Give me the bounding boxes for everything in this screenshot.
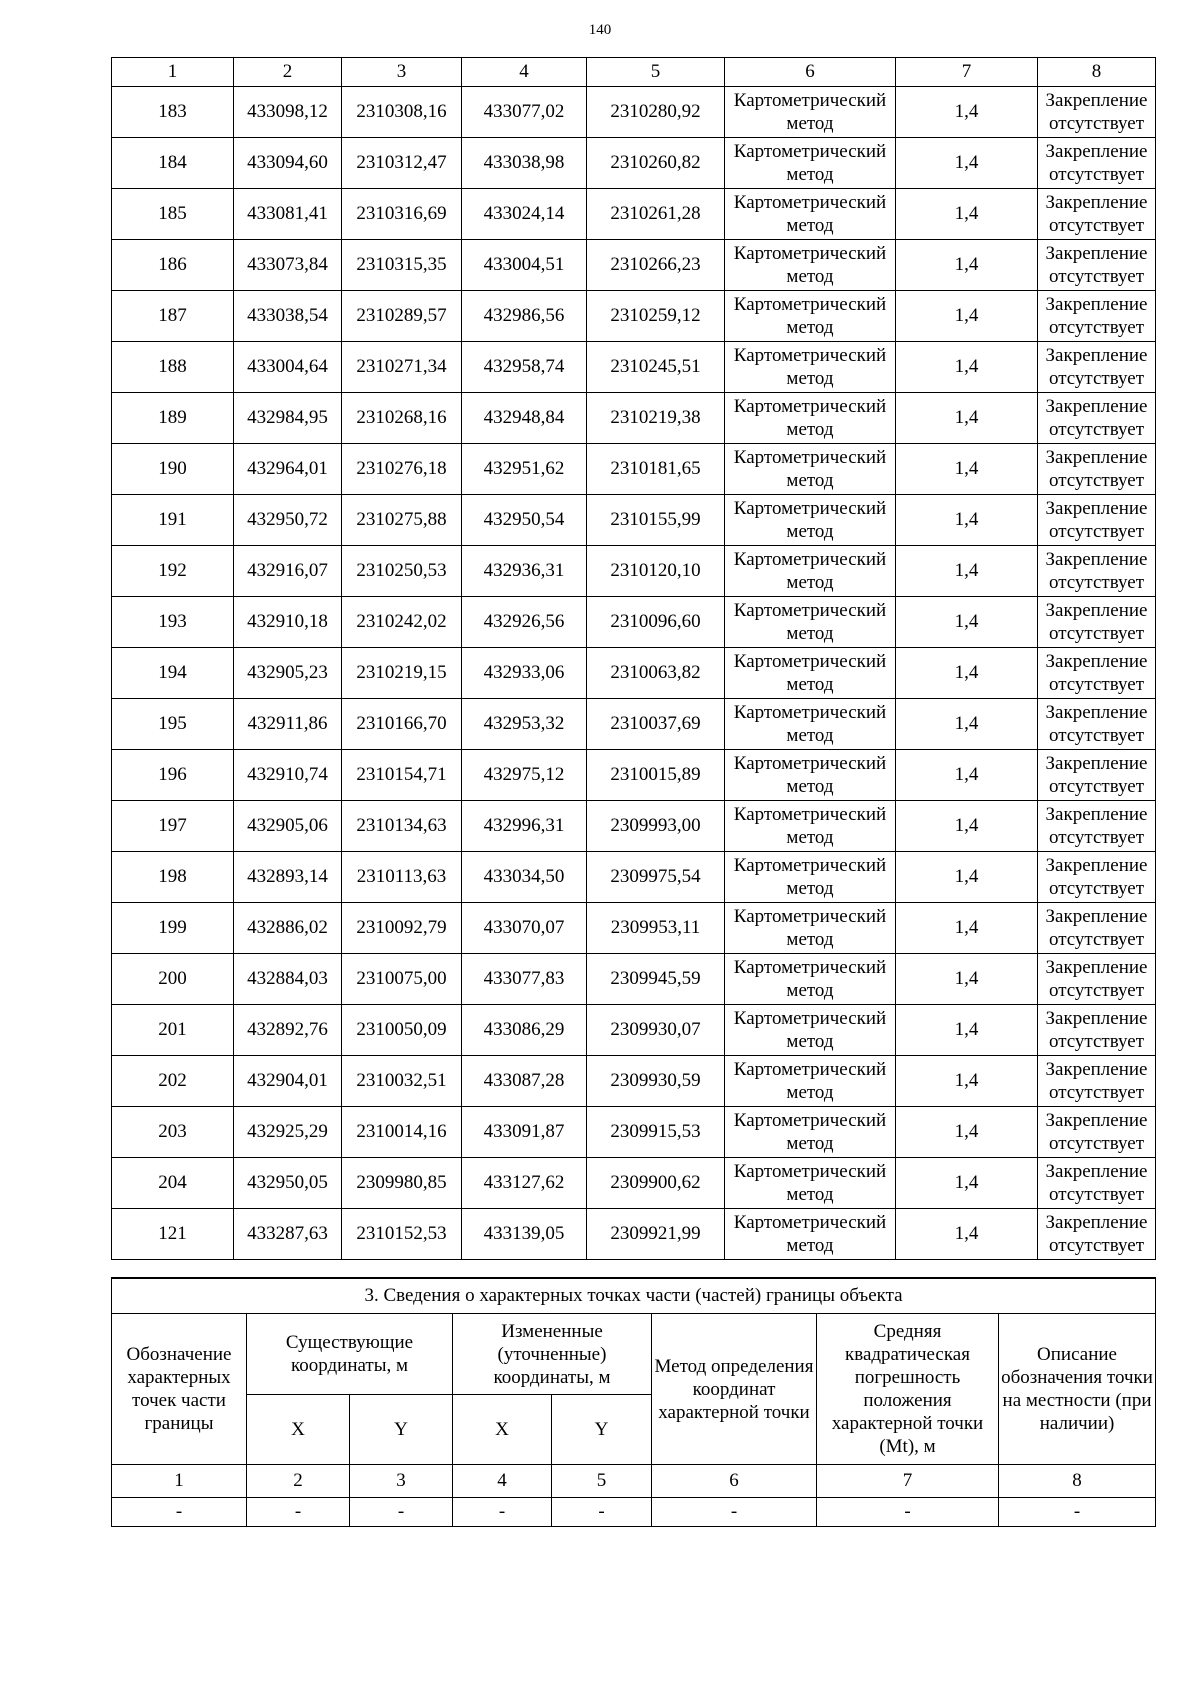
x-changed-cell: 432936,31 bbox=[462, 546, 587, 597]
page-number: 140 bbox=[588, 22, 612, 38]
y-changed-cell: 2310120,10 bbox=[587, 546, 725, 597]
table-row bbox=[112, 648, 1156, 699]
table-row bbox=[112, 750, 1156, 801]
x-changed-cell: 432926,56 bbox=[462, 597, 587, 648]
section3-number-row bbox=[112, 1465, 1156, 1498]
fixing-description-cell: Закрепление отсутствует bbox=[1038, 1209, 1156, 1260]
y-changed-cell: 2309975,54 bbox=[587, 852, 725, 903]
error-value-cell: 1,4 bbox=[896, 954, 1038, 1005]
y-changed-cell: 2310219,38 bbox=[587, 393, 725, 444]
x-existing-cell: 433004,64 bbox=[234, 342, 342, 393]
y-existing-cell: 2310014,16 bbox=[342, 1107, 462, 1158]
method-cell: Картометрический метод bbox=[725, 801, 896, 852]
y-changed-cell: 2310015,89 bbox=[587, 750, 725, 801]
empty-cell: - bbox=[112, 1498, 247, 1527]
x-existing-cell: 432964,01 bbox=[234, 444, 342, 495]
method-cell: Картометрический метод bbox=[725, 903, 896, 954]
column-number: 3 bbox=[342, 58, 462, 87]
column-number: 3 bbox=[350, 1465, 453, 1498]
point-number-cell: 184 bbox=[112, 138, 234, 189]
y-existing-cell: 2310312,47 bbox=[342, 138, 462, 189]
point-number-cell: 121 bbox=[112, 1209, 234, 1260]
method-cell: Картометрический метод bbox=[725, 750, 896, 801]
error-value-cell: 1,4 bbox=[896, 87, 1038, 138]
error-value-cell: 1,4 bbox=[896, 597, 1038, 648]
method-cell: Картометрический метод bbox=[725, 852, 896, 903]
x-changed-cell: 433077,83 bbox=[462, 954, 587, 1005]
point-number-cell: 190 bbox=[112, 444, 234, 495]
error-value-cell: 1,4 bbox=[896, 240, 1038, 291]
column-number: 5 bbox=[587, 58, 725, 87]
point-number-cell: 189 bbox=[112, 393, 234, 444]
y-existing-cell: 2310316,69 bbox=[342, 189, 462, 240]
y-existing-cell: 2310050,09 bbox=[342, 1005, 462, 1056]
column-number: 8 bbox=[999, 1465, 1156, 1498]
method-cell: Картометрический метод bbox=[725, 1158, 896, 1209]
empty-cell: - bbox=[652, 1498, 817, 1527]
column-number-row bbox=[112, 58, 1156, 87]
fixing-description-cell: Закрепление отсутствует bbox=[1038, 495, 1156, 546]
fixing-description-cell: Закрепление отсутствует bbox=[1038, 852, 1156, 903]
method-cell: Картометрический метод bbox=[725, 240, 896, 291]
y-existing-cell: 2310219,15 bbox=[342, 648, 462, 699]
method-cell: Картометрический метод bbox=[725, 342, 896, 393]
y-existing-cell: 2310242,02 bbox=[342, 597, 462, 648]
y-existing-cell: 2310315,35 bbox=[342, 240, 462, 291]
x-changed-cell: 432958,74 bbox=[462, 342, 587, 393]
table-row bbox=[112, 1209, 1156, 1260]
table-row bbox=[112, 546, 1156, 597]
x-changed-cell: 432996,31 bbox=[462, 801, 587, 852]
table-row bbox=[112, 699, 1156, 750]
empty-cell: - bbox=[999, 1498, 1156, 1527]
y-changed-cell: 2310245,51 bbox=[587, 342, 725, 393]
error-value-cell: 1,4 bbox=[896, 852, 1038, 903]
x-existing-cell: 432916,07 bbox=[234, 546, 342, 597]
x-existing-cell: 432910,18 bbox=[234, 597, 342, 648]
column-number: 4 bbox=[453, 1465, 552, 1498]
empty-cell: - bbox=[817, 1498, 999, 1527]
fixing-description-cell: Закрепление отсутствует bbox=[1038, 1005, 1156, 1056]
y-existing-cell: 2310276,18 bbox=[342, 444, 462, 495]
column-number: 6 bbox=[652, 1465, 817, 1498]
y-changed-cell: 2309953,11 bbox=[587, 903, 725, 954]
fixing-description-cell: Закрепление отсутствует bbox=[1038, 189, 1156, 240]
table-row bbox=[112, 1107, 1156, 1158]
y-existing-cell: 2310134,63 bbox=[342, 801, 462, 852]
fixing-description-cell: Закрепление отсутствует bbox=[1038, 138, 1156, 189]
empty-cell: - bbox=[247, 1498, 350, 1527]
x-changed-cell: 433038,98 bbox=[462, 138, 587, 189]
method-cell: Картометрический метод bbox=[725, 444, 896, 495]
column-number: 1 bbox=[112, 1465, 247, 1498]
fixing-description-cell: Закрепление отсутствует bbox=[1038, 1158, 1156, 1209]
y-existing-cell: 2310308,16 bbox=[342, 87, 462, 138]
point-number-cell: 201 bbox=[112, 1005, 234, 1056]
error-value-cell: 1,4 bbox=[896, 903, 1038, 954]
y-changed-cell: 2309993,00 bbox=[587, 801, 725, 852]
empty-cell: - bbox=[552, 1498, 652, 1527]
section3-table bbox=[111, 1277, 1156, 1527]
x-header: X bbox=[453, 1395, 552, 1465]
y-changed-cell: 2310266,23 bbox=[587, 240, 725, 291]
y-header: Y bbox=[552, 1395, 652, 1465]
fixing-description-cell: Закрепление отсутствует bbox=[1038, 291, 1156, 342]
point-number-cell: 193 bbox=[112, 597, 234, 648]
error-value-cell: 1,4 bbox=[896, 1209, 1038, 1260]
y-changed-cell: 2309930,07 bbox=[587, 1005, 725, 1056]
fixing-description-cell: Закрепление отсутствует bbox=[1038, 240, 1156, 291]
section3-empty-row bbox=[112, 1498, 1156, 1527]
x-changed-cell: 432948,84 bbox=[462, 393, 587, 444]
fixing-description-cell: Закрепление отсутствует bbox=[1038, 648, 1156, 699]
error-value-cell: 1,4 bbox=[896, 495, 1038, 546]
column-number: 2 bbox=[234, 58, 342, 87]
method-cell: Картометрический метод bbox=[725, 291, 896, 342]
x-changed-cell: 432986,56 bbox=[462, 291, 587, 342]
x-changed-cell: 433087,28 bbox=[462, 1056, 587, 1107]
table-row bbox=[112, 1158, 1156, 1209]
fixing-description-cell: Закрепление отсутствует bbox=[1038, 954, 1156, 1005]
fixing-description-cell: Закрепление отсутствует bbox=[1038, 444, 1156, 495]
point-number-cell: 200 bbox=[112, 954, 234, 1005]
y-existing-cell: 2310113,63 bbox=[342, 852, 462, 903]
point-number-cell: 198 bbox=[112, 852, 234, 903]
y-existing-cell: 2310289,57 bbox=[342, 291, 462, 342]
y-changed-cell: 2310181,65 bbox=[587, 444, 725, 495]
error-value-cell: 1,4 bbox=[896, 342, 1038, 393]
table-row bbox=[112, 495, 1156, 546]
x-existing-cell: 432911,86 bbox=[234, 699, 342, 750]
designation-header: Обозначение характерных точек части границы bbox=[112, 1314, 247, 1465]
y-existing-cell: 2310271,34 bbox=[342, 342, 462, 393]
method-cell: Картометрический метод bbox=[725, 699, 896, 750]
y-existing-cell: 2310092,79 bbox=[342, 903, 462, 954]
error-value-cell: 1,4 bbox=[896, 444, 1038, 495]
x-changed-cell: 433004,51 bbox=[462, 240, 587, 291]
y-existing-cell: 2310275,88 bbox=[342, 495, 462, 546]
column-number: 8 bbox=[1038, 58, 1156, 87]
x-existing-cell: 432893,14 bbox=[234, 852, 342, 903]
y-changed-cell: 2310037,69 bbox=[587, 699, 725, 750]
x-changed-cell: 433070,07 bbox=[462, 903, 587, 954]
x-changed-cell: 433086,29 bbox=[462, 1005, 587, 1056]
x-existing-cell: 432904,01 bbox=[234, 1056, 342, 1107]
method-header: Метод определения координат характерной точки bbox=[652, 1314, 817, 1465]
x-header: X bbox=[247, 1395, 350, 1465]
empty-cell: - bbox=[453, 1498, 552, 1527]
method-cell: Картометрический метод bbox=[725, 393, 896, 444]
method-cell: Картометрический метод bbox=[725, 189, 896, 240]
table-row bbox=[112, 597, 1156, 648]
method-cell: Картометрический метод bbox=[725, 87, 896, 138]
error-value-cell: 1,4 bbox=[896, 648, 1038, 699]
column-number: 7 bbox=[896, 58, 1038, 87]
error-value-cell: 1,4 bbox=[896, 1056, 1038, 1107]
method-cell: Картометрический метод bbox=[725, 1056, 896, 1107]
y-existing-cell: 2310268,16 bbox=[342, 393, 462, 444]
y-changed-cell: 2310259,12 bbox=[587, 291, 725, 342]
table-row bbox=[112, 393, 1156, 444]
error-value-cell: 1,4 bbox=[896, 1107, 1038, 1158]
table-row bbox=[112, 801, 1156, 852]
point-number-cell: 197 bbox=[112, 801, 234, 852]
coordinates-table bbox=[111, 57, 1156, 1260]
point-number-cell: 194 bbox=[112, 648, 234, 699]
x-changed-cell: 432953,32 bbox=[462, 699, 587, 750]
y-changed-cell: 2310155,99 bbox=[587, 495, 725, 546]
y-header: Y bbox=[350, 1395, 453, 1465]
table-row bbox=[112, 903, 1156, 954]
x-changed-cell: 433091,87 bbox=[462, 1107, 587, 1158]
point-number-cell: 195 bbox=[112, 699, 234, 750]
x-existing-cell: 432950,72 bbox=[234, 495, 342, 546]
x-existing-cell: 433081,41 bbox=[234, 189, 342, 240]
x-changed-cell: 433024,14 bbox=[462, 189, 587, 240]
method-cell: Картометрический метод bbox=[725, 648, 896, 699]
column-number: 7 bbox=[817, 1465, 999, 1498]
x-existing-cell: 433287,63 bbox=[234, 1209, 342, 1260]
method-cell: Картометрический метод bbox=[725, 954, 896, 1005]
x-existing-cell: 432910,74 bbox=[234, 750, 342, 801]
fixing-description-cell: Закрепление отсутствует bbox=[1038, 546, 1156, 597]
method-cell: Картометрический метод bbox=[725, 1107, 896, 1158]
y-existing-cell: 2310032,51 bbox=[342, 1056, 462, 1107]
y-changed-cell: 2309915,53 bbox=[587, 1107, 725, 1158]
column-number: 4 bbox=[462, 58, 587, 87]
column-number: 1 bbox=[112, 58, 234, 87]
y-changed-cell: 2309921,99 bbox=[587, 1209, 725, 1260]
method-cell: Картометрический метод bbox=[725, 138, 896, 189]
column-number: 5 bbox=[552, 1465, 652, 1498]
point-number-cell: 187 bbox=[112, 291, 234, 342]
x-existing-cell: 433038,54 bbox=[234, 291, 342, 342]
x-changed-cell: 433127,62 bbox=[462, 1158, 587, 1209]
x-changed-cell: 432950,54 bbox=[462, 495, 587, 546]
fixing-description-cell: Закрепление отсутствует bbox=[1038, 699, 1156, 750]
error-value-cell: 1,4 bbox=[896, 291, 1038, 342]
y-changed-cell: 2310260,82 bbox=[587, 138, 725, 189]
point-number-cell: 183 bbox=[112, 87, 234, 138]
x-existing-cell: 433094,60 bbox=[234, 138, 342, 189]
x-existing-cell: 433073,84 bbox=[234, 240, 342, 291]
x-existing-cell: 432905,06 bbox=[234, 801, 342, 852]
table-row bbox=[112, 138, 1156, 189]
x-existing-cell: 432925,29 bbox=[234, 1107, 342, 1158]
y-changed-cell: 2309900,62 bbox=[587, 1158, 725, 1209]
description-header: Описание обозначения точки на местности (при наличии) bbox=[999, 1314, 1156, 1465]
error-value-cell: 1,4 bbox=[896, 1158, 1038, 1209]
empty-cell: - bbox=[350, 1498, 453, 1527]
table-row bbox=[112, 852, 1156, 903]
column-number: 6 bbox=[725, 58, 896, 87]
error-value-cell: 1,4 bbox=[896, 189, 1038, 240]
fixing-description-cell: Закрепление отсутствует bbox=[1038, 597, 1156, 648]
error-value-cell: 1,4 bbox=[896, 801, 1038, 852]
method-cell: Картометрический метод bbox=[725, 495, 896, 546]
fixing-description-cell: Закрепление отсутствует bbox=[1038, 342, 1156, 393]
x-existing-cell: 432892,76 bbox=[234, 1005, 342, 1056]
y-existing-cell: 2310166,70 bbox=[342, 699, 462, 750]
x-existing-cell: 432884,03 bbox=[234, 954, 342, 1005]
fixing-description-cell: Закрепление отсутствует bbox=[1038, 801, 1156, 852]
method-cell: Картометрический метод bbox=[725, 546, 896, 597]
y-changed-cell: 2310280,92 bbox=[587, 87, 725, 138]
table-row bbox=[112, 240, 1156, 291]
x-existing-cell: 432886,02 bbox=[234, 903, 342, 954]
x-changed-cell: 433034,50 bbox=[462, 852, 587, 903]
point-number-cell: 204 bbox=[112, 1158, 234, 1209]
fixing-description-cell: Закрепление отсутствует bbox=[1038, 750, 1156, 801]
x-existing-cell: 432984,95 bbox=[234, 393, 342, 444]
point-number-cell: 188 bbox=[112, 342, 234, 393]
table-row bbox=[112, 444, 1156, 495]
point-number-cell: 199 bbox=[112, 903, 234, 954]
error-value-cell: 1,4 bbox=[896, 546, 1038, 597]
error-value-cell: 1,4 bbox=[896, 393, 1038, 444]
error-value-cell: 1,4 bbox=[896, 699, 1038, 750]
y-existing-cell: 2310075,00 bbox=[342, 954, 462, 1005]
method-cell: Картометрический метод bbox=[725, 597, 896, 648]
x-changed-cell: 432951,62 bbox=[462, 444, 587, 495]
table-row bbox=[112, 87, 1156, 138]
x-existing-cell: 432950,05 bbox=[234, 1158, 342, 1209]
error-value-cell: 1,4 bbox=[896, 138, 1038, 189]
column-number: 2 bbox=[247, 1465, 350, 1498]
table-row bbox=[112, 1056, 1156, 1107]
y-existing-cell: 2310154,71 bbox=[342, 750, 462, 801]
error-value-cell: 1,4 bbox=[896, 1005, 1038, 1056]
fixing-description-cell: Закрепление отсутствует bbox=[1038, 1107, 1156, 1158]
table-row bbox=[112, 1005, 1156, 1056]
x-existing-cell: 432905,23 bbox=[234, 648, 342, 699]
table-row bbox=[112, 291, 1156, 342]
fixing-description-cell: Закрепление отсутствует bbox=[1038, 393, 1156, 444]
table-row bbox=[112, 954, 1156, 1005]
y-changed-cell: 2309945,59 bbox=[587, 954, 725, 1005]
y-existing-cell: 2309980,85 bbox=[342, 1158, 462, 1209]
point-number-cell: 202 bbox=[112, 1056, 234, 1107]
y-changed-cell: 2310096,60 bbox=[587, 597, 725, 648]
method-cell: Картометрический метод bbox=[725, 1005, 896, 1056]
point-number-cell: 186 bbox=[112, 240, 234, 291]
fixing-description-cell: Закрепление отсутствует bbox=[1038, 903, 1156, 954]
y-existing-cell: 2310152,53 bbox=[342, 1209, 462, 1260]
table-row bbox=[112, 189, 1156, 240]
x-changed-cell: 433077,02 bbox=[462, 87, 587, 138]
point-number-cell: 191 bbox=[112, 495, 234, 546]
error-value-cell: 1,4 bbox=[896, 750, 1038, 801]
y-changed-cell: 2309930,59 bbox=[587, 1056, 725, 1107]
x-changed-cell: 432975,12 bbox=[462, 750, 587, 801]
point-number-cell: 192 bbox=[112, 546, 234, 597]
x-changed-cell: 433139,05 bbox=[462, 1209, 587, 1260]
point-number-cell: 196 bbox=[112, 750, 234, 801]
y-changed-cell: 2310261,28 bbox=[587, 189, 725, 240]
fixing-description-cell: Закрепление отсутствует bbox=[1038, 87, 1156, 138]
section3-title: 3. Сведения о характерных точках части (частей) границы объекта bbox=[112, 1278, 1156, 1314]
y-changed-cell: 2310063,82 bbox=[587, 648, 725, 699]
x-existing-cell: 433098,12 bbox=[234, 87, 342, 138]
point-number-cell: 185 bbox=[112, 189, 234, 240]
method-cell: Картометрический метод bbox=[725, 1209, 896, 1260]
fixing-description-cell: Закрепление отсутствует bbox=[1038, 1056, 1156, 1107]
point-number-cell: 203 bbox=[112, 1107, 234, 1158]
y-existing-cell: 2310250,53 bbox=[342, 546, 462, 597]
error-header: Средняя квадратическая погрешность положения характерной точки (Mt), м bbox=[817, 1314, 999, 1465]
changed-coordinates-header: Измененные (уточненные) координаты, м bbox=[453, 1314, 652, 1395]
table-row bbox=[112, 342, 1156, 393]
existing-coordinates-header: Существующие координаты, м bbox=[247, 1314, 453, 1395]
x-changed-cell: 432933,06 bbox=[462, 648, 587, 699]
